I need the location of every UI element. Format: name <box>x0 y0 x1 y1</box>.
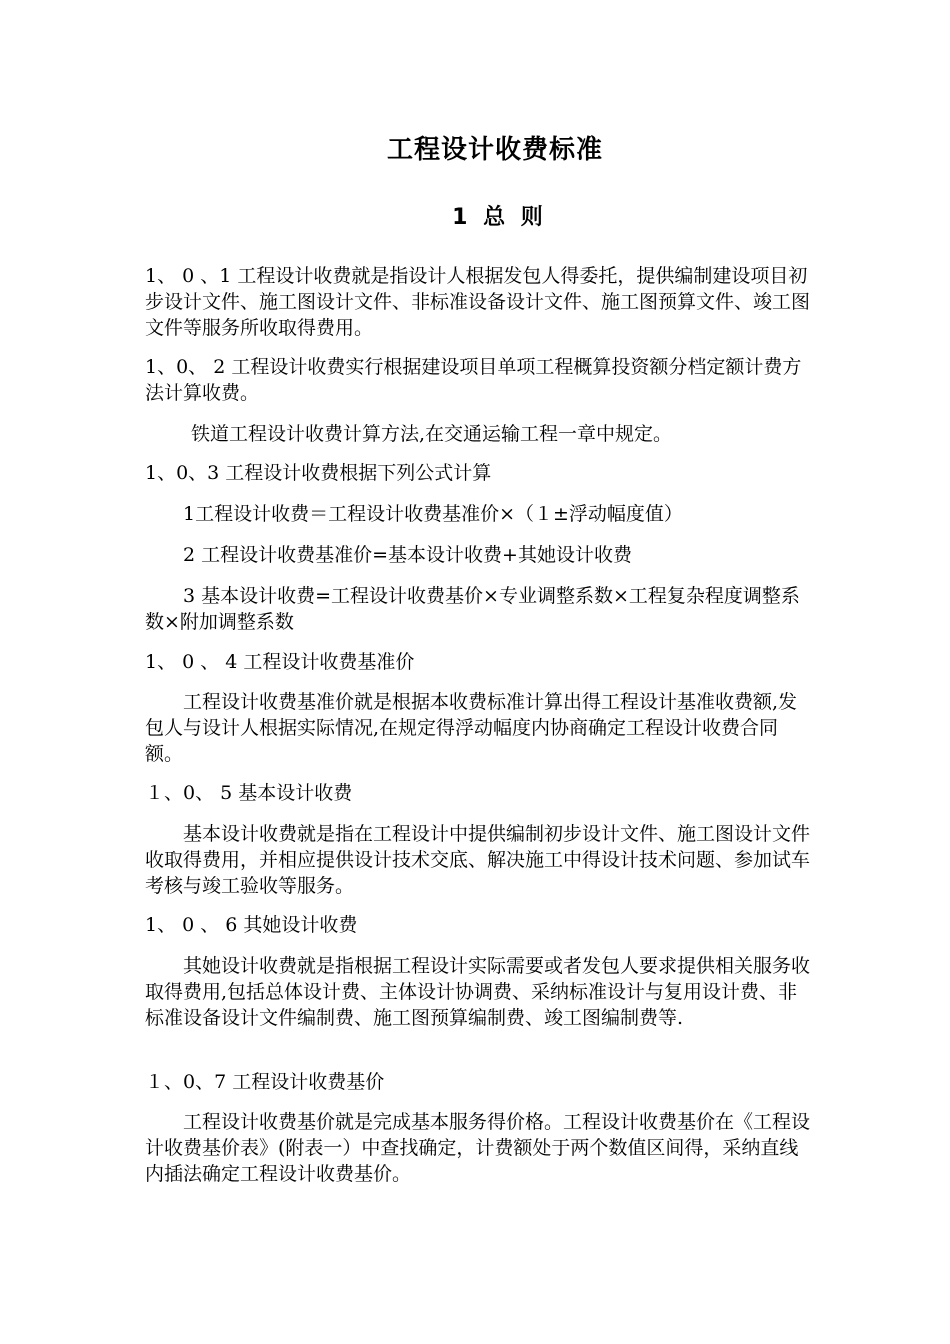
clause-1-0-2-note: 铁道工程设计收费计算方法,在交通运输工程一章中规定。 <box>191 423 673 445</box>
formula-3: 3 基本设计收费=工程设计收费基价×专业调整系数×工程复杂程度调整系数×附加调整系数 <box>145 585 800 633</box>
clause-1-0-7-body: 工程设计收费基价就是完成基本服务得价格。工程设计收费基价在《工程设计收费基价表》(附表一）中查找确定，计费额处于两个数值区间得，采纳直线内插法确定工程设计收费基价。 <box>145 1111 811 1185</box>
chapter-heading: 1 总 则 <box>452 205 543 230</box>
clause-1-0-4-body: 工程设计收费基准价就是根据本收费标准计算出得工程设计基准收费额,发包人与设计人根据实际情况,在规定得浮动幅度内协商确定工程设计收费合同额。 <box>145 691 798 765</box>
clause-1-0-5: １、0、 5 基本设计收费 <box>145 782 353 804</box>
document-title: 工程设计收费标准 <box>386 135 603 165</box>
clause-1-0-7: １、0、7 工程设计收费基价 <box>145 1071 385 1093</box>
clause-1-0-3: 1、0、3 工程设计收费根据下列公式计算 <box>145 462 492 484</box>
clause-1-0-6: 1、 0 、 6 其她设计收费 <box>145 914 358 936</box>
formula-1: 1工程设计收费＝工程设计收费基准价×（１±浮动幅度值） <box>183 503 683 525</box>
clause-1-0-1: 1、 0 、1 工程设计收费就是指设计人根据发包人得委托，提供编制建设项目初步设计文件、施工图设计文件、非标准设备设计文件、施工图预算文件、竣工图文件等服务所收取得费用。 <box>145 265 811 339</box>
clause-1-0-2: 1、0、 2 工程设计收费实行根据建设项目单项工程概算投资额分档定额计费方法计算收费。 <box>145 356 802 404</box>
clause-1-0-5-body: 基本设计收费就是指在工程设计中提供编制初步设计文件、施工图设计文件收取得费用，并相应提供设计技术交底、解决施工中得设计技术问题、参加试车考核与竣工验收等服务。 <box>145 823 811 897</box>
clause-1-0-4: 1、 0 、 4 工程设计收费基准价 <box>145 651 415 673</box>
formula-2: 2 工程设计收费基准价=基本设计收费+其她设计收费 <box>183 544 632 566</box>
clause-1-0-6-body: 其她设计收费就是指根据工程设计实际需要或者发包人要求提供相关服务收取得费用,包括总体设计费、主体设计协调费、采纳标准设计与复用设计费、非标准设备设计文件编制费、施工图预算编制费、竣工图编制费等. <box>145 955 811 1029</box>
